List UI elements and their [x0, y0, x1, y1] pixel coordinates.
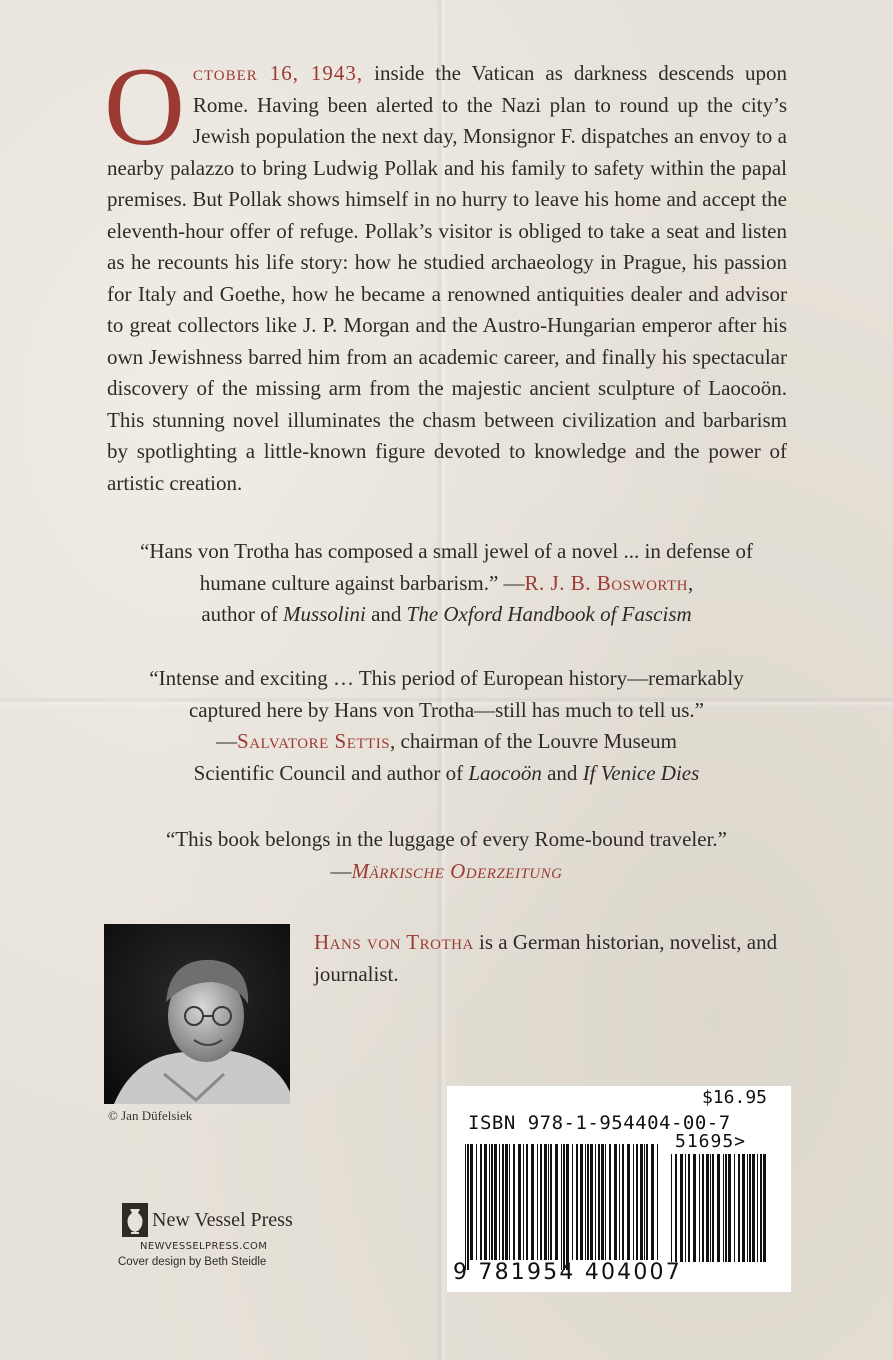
ean-digits: 9 781954 404007 [453, 1260, 682, 1285]
barcode-bar [476, 1144, 477, 1260]
quote-line: and [365, 602, 407, 626]
photo-credit: © Jan Düfelsiek [108, 1108, 193, 1123]
quote-work-title: The Oxford Handbook of Fascism [406, 602, 692, 626]
review-quote-oderzeitung [80, 824, 813, 887]
barcode-bar [622, 1144, 624, 1260]
barcode-bar [646, 1144, 648, 1260]
barcode-bar [688, 1154, 690, 1262]
drop-cap: O [104, 45, 185, 169]
barcode-bar [585, 1144, 586, 1260]
quote-line: “Hans von Trotha has composed a small jewel of a novel ... in defense of [140, 539, 753, 563]
quote-line: “This book belongs in the luggage of every Rome-bound traveler.” [165, 827, 727, 851]
barcode-bar [566, 1144, 569, 1270]
barcode-bar [644, 1144, 645, 1260]
barcode-bar [760, 1154, 762, 1262]
quote-attribution: R. J. B. Bosworth [524, 570, 689, 595]
quote-line: , chairman of the Louvre Museum [390, 729, 677, 753]
barcode-bar [702, 1154, 704, 1262]
barcode-bar [706, 1154, 709, 1262]
price: $16.95 [701, 1087, 767, 1108]
barcode-bar [526, 1144, 528, 1260]
barcode-bar [614, 1144, 617, 1260]
quote-line: — [330, 858, 352, 883]
description-lead: ctober 16, 1943, [192, 61, 364, 85]
barcode-bar [680, 1154, 683, 1262]
quote-work-title: Mussolini [282, 602, 366, 626]
barcode-bar [561, 1144, 562, 1270]
barcode-bar [563, 1144, 565, 1270]
barcode-bar [491, 1144, 493, 1260]
barcode-bar [728, 1154, 731, 1262]
barcode-bar [651, 1144, 654, 1260]
barcode-bar [513, 1144, 515, 1260]
barcode-bar [627, 1144, 630, 1260]
barcode-bar [590, 1144, 593, 1260]
author-bio [314, 926, 814, 990]
barcode-bar [763, 1154, 766, 1262]
author-bio-text: is a German historian, novelist, and journalist. [314, 930, 778, 986]
quote-punctuation: , [688, 570, 694, 595]
barcode-bar [598, 1144, 600, 1260]
barcode-bar [734, 1154, 735, 1262]
vessel-logo-icon [122, 1203, 148, 1237]
barcode-bar [640, 1144, 643, 1260]
review-quote-settis [80, 663, 813, 789]
barcode-bar [587, 1144, 589, 1260]
barcode-bar [671, 1154, 672, 1262]
barcode-bar [505, 1144, 508, 1260]
barcode-bar [595, 1144, 596, 1260]
quote-work-title: Laocoön [468, 760, 542, 785]
ean-barcode-bars [465, 1144, 663, 1270]
barcode-bar [747, 1154, 748, 1262]
quote-line: — [216, 729, 238, 753]
quote-attribution: Salvatore Settis [237, 729, 391, 753]
publisher-name: New Vessel Press [152, 1208, 293, 1231]
addon-barcode-bars [671, 1154, 771, 1274]
barcode-bar [523, 1144, 524, 1260]
barcode-bar [657, 1144, 658, 1260]
quote-work-title: If Venice Dies [582, 760, 700, 785]
barcode [447, 1086, 791, 1292]
barcode-bar [723, 1154, 724, 1262]
barcode-bar [710, 1154, 711, 1262]
book-description [104, 45, 787, 499]
barcode-bar [470, 1144, 473, 1260]
barcode-bar [601, 1144, 604, 1260]
quote-line: and [541, 760, 583, 785]
barcode-bar [499, 1144, 500, 1260]
barcode-bar [537, 1144, 538, 1260]
barcode-bar [619, 1144, 620, 1260]
barcode-bar [636, 1144, 638, 1260]
barcode-bar [548, 1144, 549, 1260]
publisher-block [118, 1203, 293, 1268]
barcode-bar [580, 1144, 583, 1260]
barcode-bar [576, 1144, 578, 1260]
barcode-bar [717, 1154, 720, 1262]
barcode-bar [742, 1154, 745, 1262]
quote-line: author of [201, 602, 283, 626]
barcode-bar [489, 1144, 490, 1260]
barcode-bar [480, 1144, 482, 1260]
barcode-bar [699, 1154, 700, 1262]
publisher-url: NEWVESSELPRESS.COM [140, 1241, 268, 1252]
barcode-bar [605, 1144, 606, 1260]
barcode-bar [494, 1144, 497, 1260]
barcode-bar [693, 1154, 696, 1262]
quote-attribution: Märkische Oderzeitung [351, 858, 563, 883]
quote-line: Scientific Council and author of [193, 760, 469, 785]
cover-credit: Cover design by Beth Steidle [118, 1256, 267, 1268]
barcode-bar [752, 1154, 755, 1262]
barcode-bar [484, 1144, 487, 1260]
barcode-bar [544, 1144, 547, 1260]
barcode-bar [518, 1144, 521, 1260]
barcode-bar [550, 1144, 552, 1260]
barcode-bar [465, 1144, 466, 1270]
barcode-bar [502, 1144, 504, 1260]
barcode-bar [685, 1154, 686, 1262]
barcode-bar [540, 1144, 542, 1260]
barcode-bar [633, 1144, 634, 1260]
isbn-label: ISBN 978-1-954404-00-7 [468, 1112, 731, 1134]
barcode-bar [725, 1154, 727, 1262]
barcode-bar [712, 1154, 714, 1262]
barcode-bar [749, 1154, 751, 1262]
barcode-bar [555, 1144, 558, 1260]
quote-line: humane culture against barbarism.” — [199, 570, 525, 595]
description-text: inside the Vatican as darkness descends upon Rome. Having been alerted to the Nazi plan to round up the city’s Jewish population the next day, Monsignor F. dispatches an envoy to a nearby palazzo to bring Ludwig Pollak and his family to safety within the papal premises. But Pollak shows himself in no hurry to leave his home and accept the eleventh-hour offer of refuge. Pollak’s visitor is obliged to take a seat and listen as he recounts his life story: how he studied archaeology in Prague, his passion for Italy and Goethe, how he became a renowned antiquities dealer and advisor to great collectors like J. P. Morgan and the Austro-Hungarian emperor after his own Jewishness barred him from an academic career, and finally his spectacular discovery of the missing arm from the majestic ancient sculpture of Laocoön. This stunning novel illuminates the chasm between civilization and barbarism by spotlighting a little-known figure devoted to knowledge and the power of artistic creation. [107, 61, 787, 495]
barcode-bar [509, 1144, 510, 1260]
author-photo [104, 924, 290, 1104]
barcode-bar [738, 1154, 740, 1262]
author-name: Hans von Trotha [314, 930, 474, 954]
quote-line: captured here by Hans von Trotha—still has much to tell us.” [188, 697, 704, 722]
barcode-bar [675, 1154, 677, 1262]
review-quote-bosworth [80, 536, 813, 631]
barcode-bar [609, 1144, 611, 1260]
barcode-bar [572, 1144, 573, 1260]
price-addon-label: 51695> [675, 1131, 747, 1152]
quote-line: “Intense and exciting … This period of European history—remarkably [149, 666, 744, 690]
barcode-bar [467, 1144, 469, 1270]
barcode-bar [531, 1144, 534, 1260]
barcode-bar [757, 1154, 758, 1262]
